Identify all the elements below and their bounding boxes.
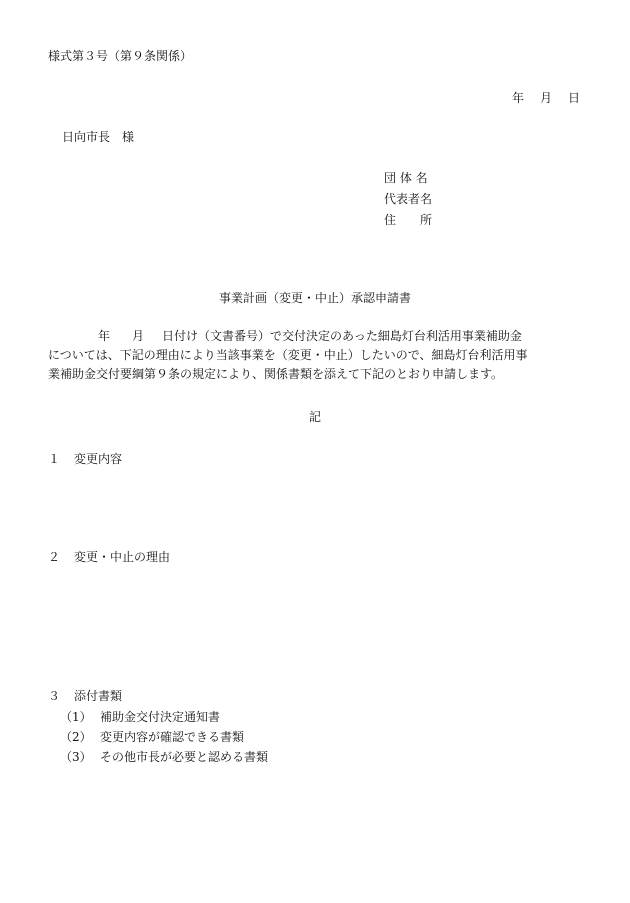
addressee-honorific: 様: [122, 130, 135, 144]
body-line-1-rest: 日付け（文書番号）で交付決定のあった細島灯台利活用事業補助金: [162, 329, 522, 343]
body-paragraph: [48, 327, 588, 384]
section-number: ３: [48, 689, 61, 703]
section-attachments: [48, 690, 122, 702]
ki-heading: 記: [308, 410, 321, 424]
date-year-label: 年: [511, 91, 524, 105]
list-item-number: （2）: [60, 730, 92, 744]
form-number: 様式第３号（第９条関係）: [48, 49, 193, 63]
document-title: 事業計画（変更・中止）承認申請書: [218, 291, 411, 305]
section-label: 変更・中止の理由: [74, 550, 171, 564]
list-item-text: 補助金交付決定通知書: [100, 710, 221, 724]
group-name-label: 団 体 名: [384, 171, 428, 185]
body-line-2: については、下記の理由により当該事業を（変更・中止）したいので、細島灯台利活用事: [48, 348, 528, 362]
address-label: 住 所: [384, 213, 433, 227]
representative-label: 代表者名: [384, 192, 433, 206]
date-day-label: 日: [567, 91, 580, 105]
list-item: [60, 731, 268, 751]
section-label: 変更内容: [74, 452, 123, 466]
section-number: ２: [48, 550, 61, 564]
list-item: [60, 711, 268, 731]
body-year-label: 年: [98, 329, 111, 343]
list-item-number: （3）: [60, 750, 92, 764]
date-month-label: 月: [539, 91, 552, 105]
applicant-block: [384, 172, 432, 235]
section-change-reason: [48, 551, 170, 563]
list-item-number: （1）: [60, 710, 92, 724]
section-label: 添付書類: [74, 689, 123, 703]
list-item: [60, 751, 268, 771]
body-line-1: [48, 327, 588, 346]
section-change-content: [48, 453, 122, 465]
addressee-name: 日向市長: [62, 130, 111, 144]
section-number: １: [48, 452, 61, 466]
attachment-list: [60, 711, 268, 771]
body-line-3: 業補助金交付要綱第９条の規定により、関係書類を添えて下記のとおり申請します。: [48, 367, 504, 381]
body-month-label: 月: [132, 329, 145, 343]
date-line: [512, 92, 580, 104]
list-item-text: その他市長が必要と認める書類: [100, 750, 269, 764]
addressee: [62, 131, 134, 143]
list-item-text: 変更内容が確認できる書類: [100, 730, 245, 744]
